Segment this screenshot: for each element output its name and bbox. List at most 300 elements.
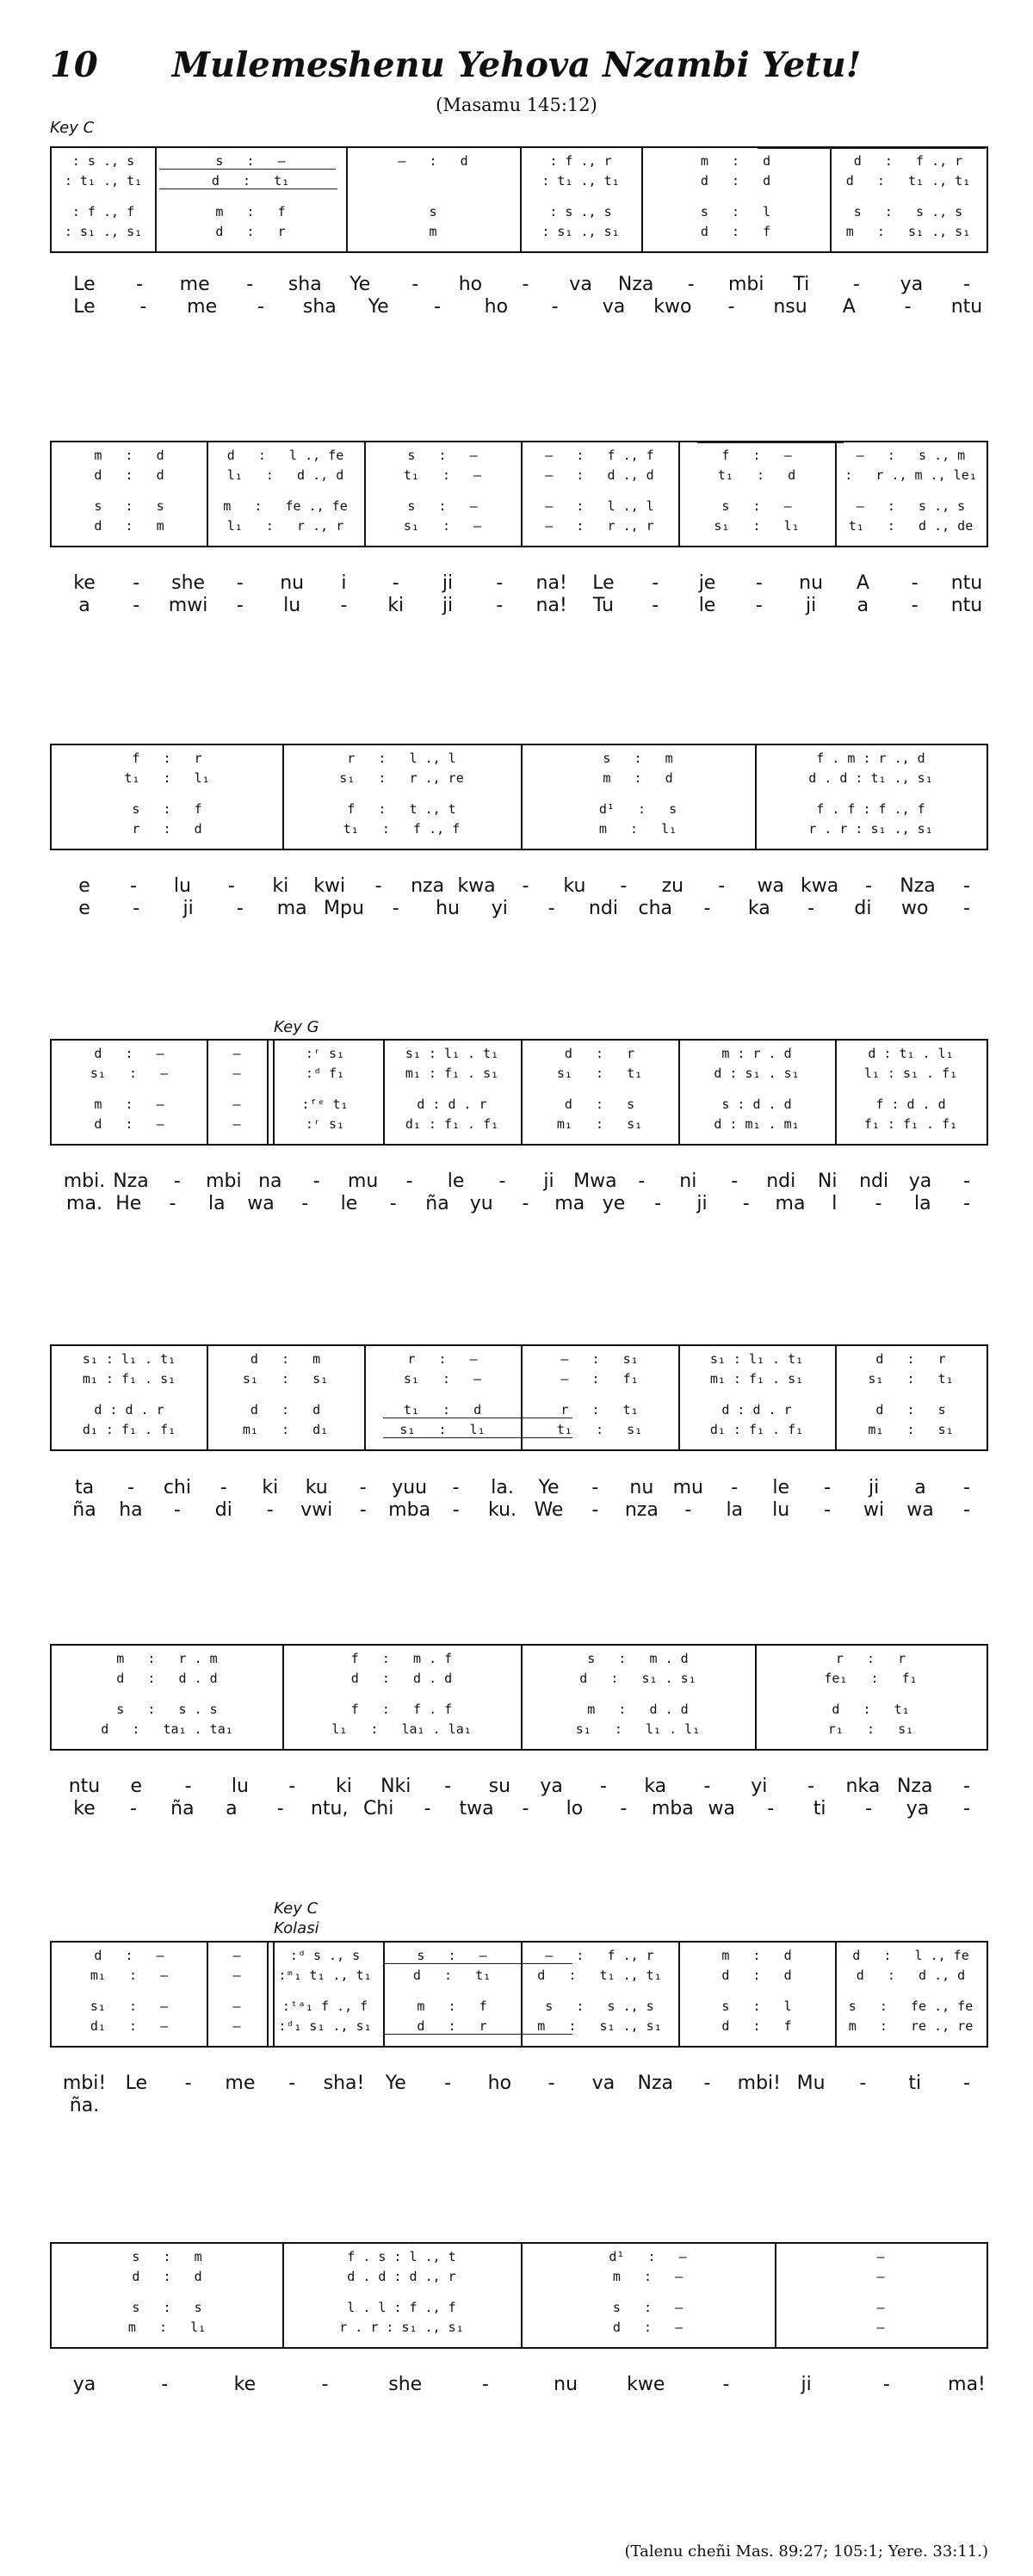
- lyric-syllable: ma: [775, 1193, 806, 1214]
- syllable-hyphen: -: [963, 1776, 970, 1797]
- measure: [521, 1646, 755, 1749]
- voice-notes: : t₁ ., t₁: [541, 173, 620, 188]
- lyric-syllable: me: [187, 296, 218, 318]
- syllable-hyphen: -: [498, 1171, 506, 1192]
- tie-line: [758, 148, 986, 149]
- voice-notes: —: [876, 2269, 885, 2284]
- syllable-hyphen: -: [703, 1776, 711, 1797]
- voice-notes: s : m: [132, 2249, 202, 2264]
- measure: [155, 148, 346, 251]
- lyric-syllable: na!: [535, 572, 567, 594]
- lyric-syllable: Chi: [362, 1798, 394, 1819]
- key-signature: Key C: [274, 1900, 319, 1918]
- lyric-syllable: mbi!: [737, 2073, 781, 2094]
- voice-notes: m : —: [612, 2269, 684, 2284]
- lyric-line: [50, 1776, 988, 1798]
- lyric-syllable: ña: [425, 1193, 449, 1214]
- voice-notes: :ᵐ₁ t₁ ., t₁: [278, 1968, 372, 1983]
- lyric-syllable: ke: [73, 1798, 96, 1819]
- voice-notes: : s₁ ., s₁: [64, 224, 143, 239]
- lyric-syllable: le: [340, 1193, 358, 1214]
- syllable-hyphen: -: [359, 1477, 367, 1498]
- lyric-syllable: lu: [283, 595, 301, 616]
- syllable-hyphen: -: [963, 1798, 970, 1819]
- voice-notes: d : l ., fe: [226, 448, 344, 463]
- syllable-hyphen: -: [767, 1798, 775, 1819]
- lyric-syllable: va: [591, 2073, 615, 2094]
- lyric-syllable: A: [856, 572, 869, 594]
- voice-notes: r : l ., l: [347, 751, 456, 766]
- lyric-syllable: twa: [459, 1798, 494, 1819]
- voice-notes: — : l ., l: [545, 498, 654, 514]
- syllable-hyphen: -: [236, 572, 244, 594]
- lyric-syllable: yi: [751, 1776, 768, 1797]
- lyric-syllable: ya: [908, 1171, 932, 1192]
- hymn-title: Mulemeshenu Yehova Nzambi Yetu!: [171, 45, 862, 85]
- syllable-hyphen: -: [547, 2073, 555, 2094]
- voice-notes: —: [876, 2320, 885, 2335]
- voice-notes: d : m₁ . m₁: [714, 1116, 800, 1132]
- lyric-syllable: mba: [388, 1499, 431, 1521]
- voice-notes: d : l ., fe: [852, 1948, 969, 1963]
- key-signature: Key C: [50, 119, 95, 137]
- lyric-syllable: mbi: [727, 274, 764, 295]
- voice-notes: d₁ : —: [90, 2018, 169, 2034]
- lyric-syllable: wa: [708, 1798, 736, 1819]
- voice-notes: — : f ., f: [545, 448, 654, 463]
- voice-notes: s : s . s: [116, 1702, 218, 1717]
- measure: [755, 1646, 987, 1749]
- syllable-hyphen: -: [184, 1776, 192, 1797]
- lyric-syllable: le: [447, 1171, 465, 1192]
- voice-notes: l₁ : d ., d: [226, 467, 344, 483]
- voice-notes: s₁ : r ., re: [339, 770, 464, 786]
- voice-notes: d¹ : s: [598, 801, 677, 817]
- syllable-hyphen: -: [359, 1499, 367, 1521]
- syllable-hyphen: -: [620, 875, 628, 897]
- lyric-syllable: na!: [535, 595, 567, 616]
- measure: [678, 442, 835, 546]
- syllable-hyphen: -: [652, 572, 659, 594]
- voice-notes: m₁ : f₁ . s₁: [82, 1371, 176, 1387]
- syllable-hyphen: -: [652, 595, 659, 616]
- voice-notes: r₁ : s₁: [827, 1721, 914, 1737]
- syllable-hyphen: -: [321, 2374, 329, 2395]
- tie-line: [383, 1963, 572, 1964]
- lyric-syllable: la: [726, 1499, 744, 1521]
- voice-notes: — : s ., m: [856, 448, 966, 463]
- lyric-syllable: ta: [74, 1477, 95, 1498]
- syllable-hyphen: -: [731, 1171, 739, 1192]
- voice-notes: m : d: [700, 153, 771, 169]
- voice-notes: — : f₁: [560, 1371, 639, 1387]
- lyric-syllable: ya: [906, 1798, 930, 1819]
- measure: [282, 1646, 521, 1749]
- voice-notes: d₁ : f₁ . f₁: [82, 1422, 176, 1437]
- lyric-syllable: she: [171, 572, 206, 594]
- voice-notes: d : t₁: [412, 1968, 492, 1983]
- lyric-syllable: nka: [845, 1776, 881, 1797]
- voice-notes: s : —: [612, 2300, 684, 2315]
- voice-notes: d : d . d: [116, 1671, 218, 1686]
- lyric-syllable: kwe: [627, 2374, 665, 2395]
- voice-notes: d : d ., d: [856, 1968, 966, 1983]
- score-system: [50, 1344, 988, 1451]
- lyric-syllable: ji: [543, 1171, 554, 1192]
- lyric-syllable: lo: [566, 1798, 584, 1819]
- voice-notes: d : s: [875, 1402, 946, 1418]
- lyric-syllable: ma!: [948, 2374, 986, 2395]
- score-system: [50, 1644, 988, 1751]
- lyric-syllable: e: [78, 875, 90, 897]
- voice-notes: d₁ : f₁ . f₁: [709, 1422, 804, 1437]
- syllable-hyphen: -: [444, 1776, 452, 1797]
- voice-notes: m₁ : d₁: [242, 1422, 329, 1437]
- measure: [207, 442, 364, 546]
- voice-notes: :ʳ s₁: [305, 1116, 345, 1132]
- voice-notes: : r ., m ., le₁: [844, 467, 977, 483]
- syllable-hyphen: -: [133, 595, 140, 616]
- score-system: [50, 2242, 988, 2349]
- voice-notes: f : d . d: [875, 1096, 946, 1112]
- voice-notes: — : d: [398, 153, 468, 169]
- syllable-hyphen: -: [392, 572, 399, 594]
- measure: [678, 1943, 835, 2046]
- voice-notes: s₁ : l₁ . t₁: [405, 1046, 499, 1061]
- voice-notes: f : m . f: [350, 1651, 453, 1666]
- measure: [207, 1041, 267, 1144]
- voice-notes: d : s₁ . s₁: [714, 1066, 800, 1081]
- voice-notes: :ᵗᵃ₁ f ., f: [281, 1998, 368, 2014]
- syllable-hyphen: -: [522, 1798, 529, 1819]
- lyric-syllable: nu: [280, 572, 305, 594]
- voice-notes: — : s₁: [560, 1351, 639, 1367]
- tie-line: [697, 442, 844, 443]
- measure: [52, 1646, 282, 1749]
- lyric-syllable: ji: [801, 2374, 812, 2395]
- measure: [835, 1346, 987, 1449]
- syllable-hyphen: -: [547, 898, 555, 919]
- lyric-syllable: Nki: [380, 1776, 411, 1797]
- voice-notes: : f ., r: [549, 153, 612, 169]
- voice-notes: d : d: [721, 1968, 792, 1983]
- syllable-hyphen: -: [127, 1477, 134, 1498]
- voice-notes: d : t₁ ., t₁: [537, 1968, 662, 1983]
- syllable-hyphen: -: [411, 274, 419, 295]
- voice-notes: —: [232, 2018, 241, 2034]
- syllable-hyphen: -: [452, 1499, 460, 1521]
- lyric-syllable: ya: [72, 2374, 96, 2395]
- voice-notes: m₁ : s₁: [868, 1422, 954, 1437]
- lyric-syllable: Nza: [896, 1776, 933, 1797]
- syllable-hyphen: -: [911, 572, 919, 594]
- lyric-syllable: she: [388, 2374, 423, 2395]
- lyric-syllable: Ni: [817, 1171, 838, 1192]
- lyric-line: [50, 1477, 988, 1499]
- measure: [775, 2244, 987, 2347]
- lyric-line: [50, 1193, 988, 1215]
- voice-notes: m₁ : s₁: [556, 1116, 643, 1132]
- voice-notes: s : s ., s: [853, 204, 963, 219]
- voice-notes: d : f: [700, 224, 771, 239]
- voice-notes: d : d . r: [721, 1402, 792, 1418]
- voice-notes: s : s: [94, 498, 164, 514]
- voice-notes: m : s₁ ., s₁: [537, 2018, 662, 2034]
- lyric-syllable: ya: [540, 1776, 563, 1797]
- voice-notes: r : t₁: [560, 1402, 639, 1418]
- voice-notes: s: [429, 204, 437, 219]
- voice-notes: d : t₁: [211, 173, 290, 188]
- voice-notes: d : r: [215, 224, 286, 239]
- voice-notes: r : —: [407, 1351, 478, 1367]
- voice-notes: —: [232, 1046, 241, 1061]
- lyric-syllable: mu: [672, 1477, 703, 1498]
- lyric-syllable: nu: [799, 572, 824, 594]
- lyric-syllable: ntu,: [310, 1798, 349, 1819]
- lyric-syllable: me: [179, 274, 210, 295]
- voice-notes: s₁ : l₁ . t₁: [82, 1351, 176, 1367]
- syllable-hyphen: -: [703, 2073, 711, 2094]
- measure: [346, 148, 520, 251]
- syllable-hyphen: -: [405, 1171, 413, 1192]
- voice-notes: d . d : d ., r: [347, 2269, 456, 2284]
- measure: [521, 2244, 775, 2347]
- lyric-line: [50, 595, 988, 617]
- measure: [52, 2244, 282, 2347]
- syllable-hyphen: -: [288, 2073, 296, 2094]
- voice-notes: d : s₁ . s₁: [579, 1671, 696, 1686]
- tie-line: [159, 169, 336, 170]
- lyric-syllable: yu: [469, 1193, 493, 1214]
- voice-notes: l₁ : r ., r: [226, 518, 344, 534]
- lyric-syllable: nu: [629, 1477, 654, 1498]
- lyric-syllable: ji: [442, 572, 454, 594]
- syllable-hyphen: -: [301, 1193, 309, 1214]
- syllable-hyphen: -: [496, 595, 504, 616]
- voice-notes: t₁ : s₁: [556, 1422, 643, 1437]
- syllable-hyphen: -: [684, 1499, 692, 1521]
- lyric-syllable: ku: [563, 875, 586, 897]
- measure: [383, 1943, 521, 2046]
- lyric-syllable: mu: [347, 1171, 379, 1192]
- voice-notes: s : s: [132, 2300, 202, 2315]
- lyric-syllable: nu: [554, 2374, 578, 2395]
- voice-notes: r . r : s₁ ., s₁: [808, 821, 933, 837]
- voice-notes: —: [232, 1096, 241, 1112]
- voice-notes: d : d: [700, 173, 771, 188]
- lyric-syllable: kwa: [457, 875, 496, 897]
- voice-notes: : s₁ ., s₁: [541, 224, 620, 239]
- voice-notes: — : f ., r: [545, 1948, 654, 1963]
- lyric-syllable: yi: [491, 898, 508, 919]
- syllable-hyphen: -: [852, 274, 860, 295]
- voice-notes: f₁ : f₁ . f₁: [863, 1116, 958, 1132]
- voice-notes: d : m: [250, 1351, 321, 1367]
- syllable-hyphen: -: [288, 1776, 296, 1797]
- lyric-syllable: le: [772, 1477, 790, 1498]
- voice-notes: — : d ., d: [545, 467, 654, 483]
- syllable-hyphen: -: [236, 595, 244, 616]
- key-signature: Key G: [274, 1018, 319, 1036]
- voice-notes: l₁ : la₁ . la₁: [331, 1721, 472, 1737]
- measure: [52, 1346, 207, 1449]
- voice-notes: d : f: [721, 2018, 792, 2034]
- lyric-syllable: mbi: [206, 1171, 242, 1192]
- lyric-line: [50, 296, 988, 318]
- lyric-syllable: Nza: [900, 875, 936, 897]
- lyric-syllable: yuu: [392, 1477, 428, 1498]
- voice-notes: r : d: [132, 821, 202, 837]
- lyric-syllable: sha!: [323, 2073, 365, 2094]
- lyric-syllable: na: [258, 1171, 282, 1192]
- syllable-hyphen: -: [911, 595, 919, 616]
- voice-notes: d : t₁ . l₁: [868, 1046, 954, 1061]
- tie-line: [383, 2034, 572, 2035]
- syllable-hyphen: -: [963, 1193, 970, 1214]
- voice-notes: —: [232, 1116, 241, 1132]
- voice-notes: :ᵈ₁ s₁ ., s₁: [278, 2018, 372, 2034]
- lyric-syllable: ke: [73, 572, 96, 594]
- lyric-syllable: nza: [411, 875, 445, 897]
- voice-notes: f : f . f: [350, 1702, 453, 1717]
- lyric-syllable: lu: [772, 1499, 790, 1521]
- voice-notes: l . l : f ., f: [347, 2300, 456, 2315]
- voice-notes: f . f : f ., f: [816, 801, 925, 817]
- lyric-syllable: ntu: [950, 595, 983, 616]
- lyric-syllable: mbi!: [62, 2073, 107, 2094]
- syllable-hyphen: -: [865, 875, 873, 897]
- voice-notes: s : —: [721, 498, 792, 514]
- lyric-syllable: ho: [484, 296, 509, 318]
- lyric-syllable: mbi.: [63, 1171, 106, 1192]
- lyric-syllable: Nza: [617, 274, 654, 295]
- syllable-hyphen: -: [161, 2374, 169, 2395]
- voice-notes: s₁ : —: [90, 1066, 169, 1081]
- lyric-syllable: je: [698, 572, 716, 594]
- syllable-hyphen: -: [963, 898, 970, 919]
- lyric-syllable: Mpu: [324, 898, 364, 919]
- syllable-hyphen: -: [220, 1477, 227, 1498]
- syllable-hyphen: -: [731, 1477, 739, 1498]
- voice-notes: t₁ : d ., de: [848, 518, 974, 534]
- syllable-hyphen: -: [522, 875, 529, 897]
- voice-notes: d : ta₁ . ta₁: [101, 1721, 233, 1737]
- lyric-syllable: wi: [863, 1499, 885, 1521]
- voice-notes: d : s: [564, 1096, 635, 1112]
- syllable-hyphen: -: [963, 1477, 970, 1498]
- voice-notes: d₁ : f₁ . f₁: [405, 1116, 499, 1132]
- syllable-hyphen: -: [963, 875, 970, 897]
- voice-notes: s₁ : t₁: [556, 1066, 643, 1081]
- voice-notes: d : r: [875, 1351, 946, 1367]
- lyric-syllable: ka: [747, 898, 770, 919]
- measure: [383, 1041, 521, 1144]
- syllable-hyphen: -: [173, 1171, 181, 1192]
- syllable-hyphen: -: [859, 2073, 867, 2094]
- lyric-syllable: Le: [73, 274, 96, 295]
- voice-notes: — : r ., r: [545, 518, 654, 534]
- lyric-syllable: wa: [247, 1193, 275, 1214]
- voice-notes: s₁ : —: [403, 518, 482, 534]
- voice-notes: —: [876, 2300, 885, 2315]
- lyric-syllable: a: [857, 595, 869, 616]
- syllable-hyphen: -: [133, 898, 140, 919]
- lyric-syllable: Le: [73, 296, 96, 318]
- voice-notes: d : m: [94, 518, 164, 534]
- syllable-hyphen: -: [129, 1798, 137, 1819]
- syllable-hyphen: -: [522, 274, 529, 295]
- measure: [364, 442, 521, 546]
- voice-notes: : t₁ ., t₁: [64, 173, 143, 188]
- syllable-hyphen: -: [133, 572, 140, 594]
- syllable-hyphen: -: [599, 1776, 607, 1797]
- lyric-syllable: me: [225, 2073, 256, 2094]
- score-system: [50, 744, 988, 850]
- syllable-hyphen: -: [424, 1798, 431, 1819]
- lyric-syllable: ti: [908, 2073, 922, 2094]
- measure: [267, 1041, 383, 1144]
- voice-notes: s : l: [700, 204, 771, 219]
- score-system: [50, 441, 988, 547]
- voice-notes: s : —: [417, 1948, 487, 1963]
- voice-notes: t₁ : d: [717, 467, 796, 483]
- chorus-label: Kolasi: [274, 1919, 319, 1937]
- lyric-syllable: ki: [387, 595, 405, 616]
- lyric-syllable: ma: [554, 1193, 585, 1214]
- syllable-hyphen: -: [522, 1193, 529, 1214]
- score-system: [50, 146, 988, 253]
- voice-notes: d¹ : —: [609, 2249, 687, 2264]
- measure: [207, 1943, 267, 2046]
- voice-notes: s₁ : l₁ . l₁: [575, 1721, 701, 1737]
- lyric-syllable: la: [913, 1193, 931, 1214]
- lyric-line: [50, 1798, 988, 1820]
- syllable-hyphen: -: [389, 1193, 397, 1214]
- voice-notes: s : m: [603, 751, 673, 766]
- lyric-syllable: ho: [487, 2073, 512, 2094]
- syllable-hyphen: -: [312, 1171, 320, 1192]
- measure: [521, 745, 755, 849]
- voice-notes: d : —: [94, 1948, 164, 1963]
- measure: [52, 148, 155, 251]
- voice-notes: m : f: [417, 1998, 487, 2014]
- tie-line: [383, 1437, 572, 1438]
- voice-notes: m : r . m: [116, 1651, 218, 1666]
- measure: [678, 1346, 835, 1449]
- lyric-syllable: ku: [305, 1477, 328, 1498]
- lyric-syllable: lu: [173, 875, 191, 897]
- measure: [521, 1041, 678, 1144]
- syllable-hyphen: -: [620, 1798, 628, 1819]
- lyric-syllable: mba: [651, 1798, 694, 1819]
- syllable-hyphen: -: [963, 1499, 970, 1521]
- lyric-line: [50, 2073, 988, 2095]
- lyric-syllable: su: [488, 1776, 511, 1797]
- score-system: [50, 1039, 988, 1146]
- lyric-syllable: ji: [868, 1477, 880, 1498]
- syllable-hyphen: -: [139, 296, 147, 318]
- lyric-syllable: Le: [592, 572, 615, 594]
- lyric-syllable: ni: [679, 1171, 697, 1192]
- measure: [267, 1943, 383, 2046]
- measure: [52, 1041, 207, 1144]
- lyric-syllable: a: [914, 1477, 926, 1498]
- voice-notes: s : f: [132, 801, 202, 817]
- voice-notes: m₁ : f₁ . s₁: [709, 1371, 804, 1387]
- voice-notes: l₁ : s₁ . f₁: [863, 1066, 958, 1081]
- lyric-syllable: ji: [696, 1193, 708, 1214]
- syllable-hyphen: -: [875, 1193, 882, 1214]
